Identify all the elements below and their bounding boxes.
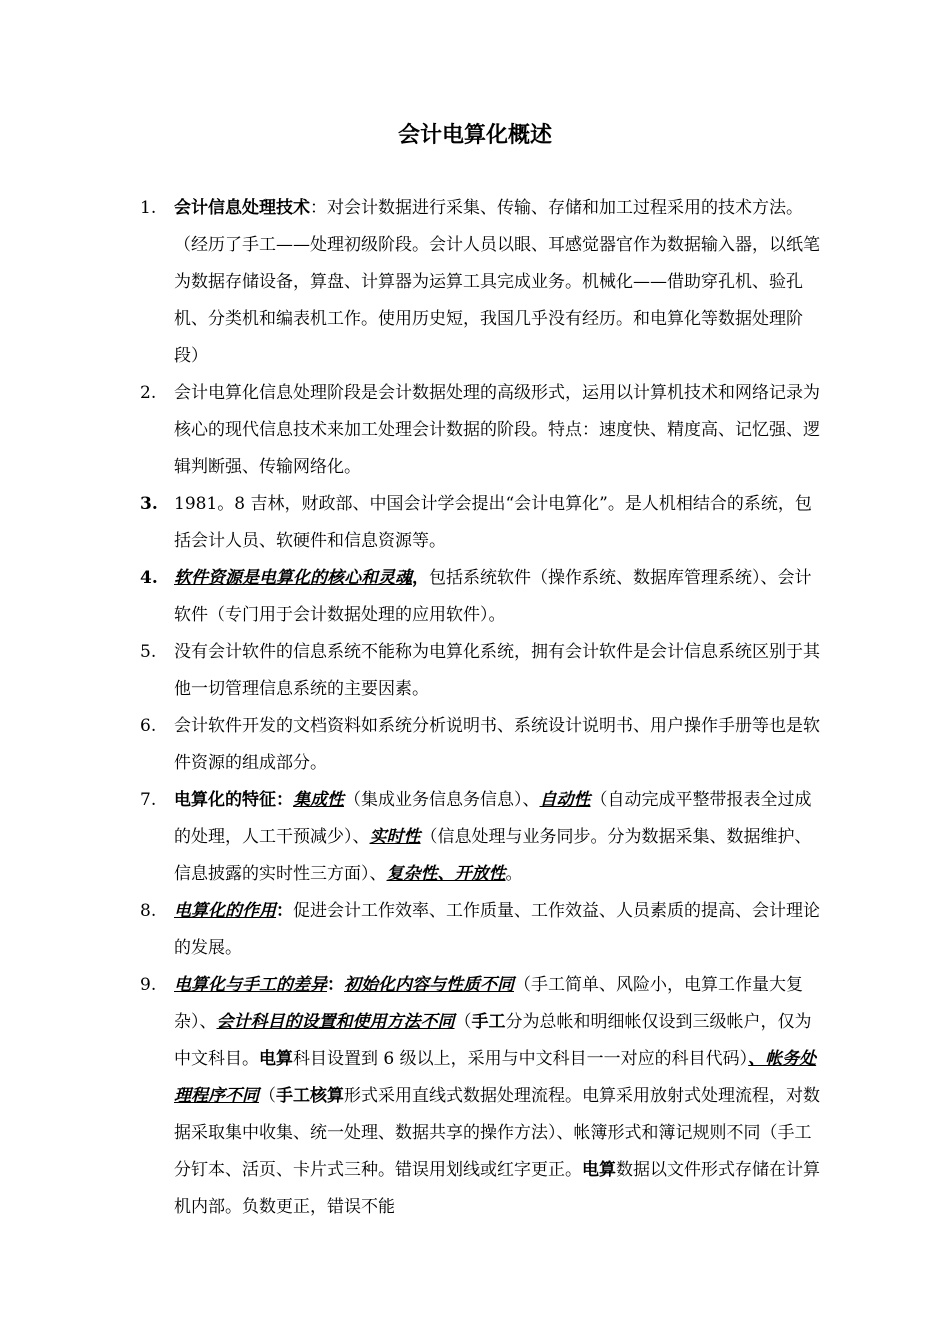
list-item-text: 会计电算化信息处理阶段是会计数据处理的高级形式，运用以计算机技术和网络记录为核心的现代信息技术来加工处理会计数据的阶段。特点：速度快、精度高、记忆强、逻辑判断强、传输网络化。 [174,383,820,477]
list-item [140,560,820,634]
list-item-text: 1981。8 吉林，财政部、中国会计学会提出“会计电算化”。是人机相结合的系统，包括会计人员、软硬件和信息资源等。 [174,494,812,551]
list-item [140,486,820,560]
list-item-number: 9. [140,975,157,995]
list-item-text: 手工核算 [276,1086,344,1106]
list-item-text: ： [327,975,344,995]
list-item-text: 没有会计软件的信息系统不能称为电算化系统，拥有会计软件是会计信息系统区别于其他一切管理信息系统的主要因素。 [174,642,820,699]
list-item-number: 2. [140,383,157,403]
list-item-text: 集成性 [293,790,344,810]
list-item-text: 促进会计工作效率、工作质量、工作效益、人员素质的提高、会计理论的发展。 [174,901,820,958]
list-item-text: 包括系统软件（操作系统、数据库管理系统）、会计软件（专门用于会计数据处理的应用软件）。 [174,568,812,625]
page-title: 会计电算化概述 [397,123,552,148]
list-item-text: 复杂性、开放性 [386,864,506,884]
list-item-number: 4. [140,568,158,588]
list-item-text: ： [276,790,293,810]
list-item-number: 5. [140,642,157,662]
list-item-number: 8. [140,901,157,921]
list-item-text: ：对会计数据进行采集、传输、存储和加工过程采用的技术方法。（经历了手工——处理初级阶段。会计人员以眼、耳感觉器官作为数据输入器，以纸笔为数据存储设备，算盘、计算器为运算工具完成业务。机械化——借助穿孔机、验孔机、分类机和编表机工作。使用历史短，我国几乎没有经历。和电算化等数据处理阶段） [174,198,820,366]
list-item-text: 、帐务处理程序不同 [174,1049,817,1106]
list-item-text: 电算 [259,1049,293,1069]
list-item [140,708,820,782]
list-item [140,190,820,375]
list-item-text: 手工 [471,1012,506,1032]
list-item-text: 。 [505,864,523,884]
list-item-text: 会计科目的设置和使用方法不同 [216,1012,455,1032]
list-item-text: 自动性 [539,790,591,810]
list-item-text: ， [412,568,429,588]
list-item-text: （ [454,1012,472,1032]
list-item-number: 1. [140,198,157,218]
list-item-text: 软件资源是电算化的核心和灵魂 [174,568,412,588]
list-item [140,782,820,893]
list-item [140,634,820,708]
list-item-text: （自动完成平整带报表全过成的处理，人工干预减少）、 [174,790,812,847]
list-item-text: 电算化的作用 [174,901,276,921]
list-item-text: 会计软件开发的文档资料如系统分析说明书、系统设计说明书、用户操作手册等也是软件资源的组成部分。 [174,716,820,773]
list-item-text: （信息处理与业务同步。分为数据采集、数据维护、信息披露的实时性三方面）、 [174,827,812,884]
list-item-text: 科目设置到 6 级以上，采用与中文科目一一对应的科目代码） [293,1049,749,1069]
list-item-text: 电算 [582,1160,616,1180]
list-item-number: 3. [140,494,158,514]
list-item-text: （ [259,1086,276,1106]
list-item-number: 7. [140,790,157,810]
list-item [140,893,820,967]
list-item-text: 会计信息处理技术 [174,198,310,218]
numbered-list [140,190,820,1226]
list-item-text: 电算化的特征 [174,790,276,810]
list-item [140,967,820,1226]
list-item-text: 形式采用直线式数据处理流程。电算采用放射式处理流程，对数据采取集中收集、统一处理、数据共享的操作方法）、帐簿形式和簿记规则不同（手工分钉本、活页、卡片式三种。错误用划线或红字更正。 [174,1086,820,1180]
list-item-number: 6. [140,716,157,736]
list-item-text: 数据以文件形式存储在计算机内部。负数更正，错误不能 [174,1160,820,1217]
list-item-text: 初始化内容与性质不同 [344,975,514,995]
list-item-text: 分为总帐和明细帐仅设到三级帐户，仅为中文科目。 [174,1012,812,1069]
list-item-text: （手工简单、风险小，电算工作量大复杂）、 [174,975,803,1032]
list-item [140,375,820,486]
list-item-text: 实时性 [369,827,421,847]
list-item-text: 电算化与手工的差异 [174,975,327,995]
list-item-text: ： [276,901,293,921]
list-item-text: （集成业务信息务信息）、 [344,790,540,810]
